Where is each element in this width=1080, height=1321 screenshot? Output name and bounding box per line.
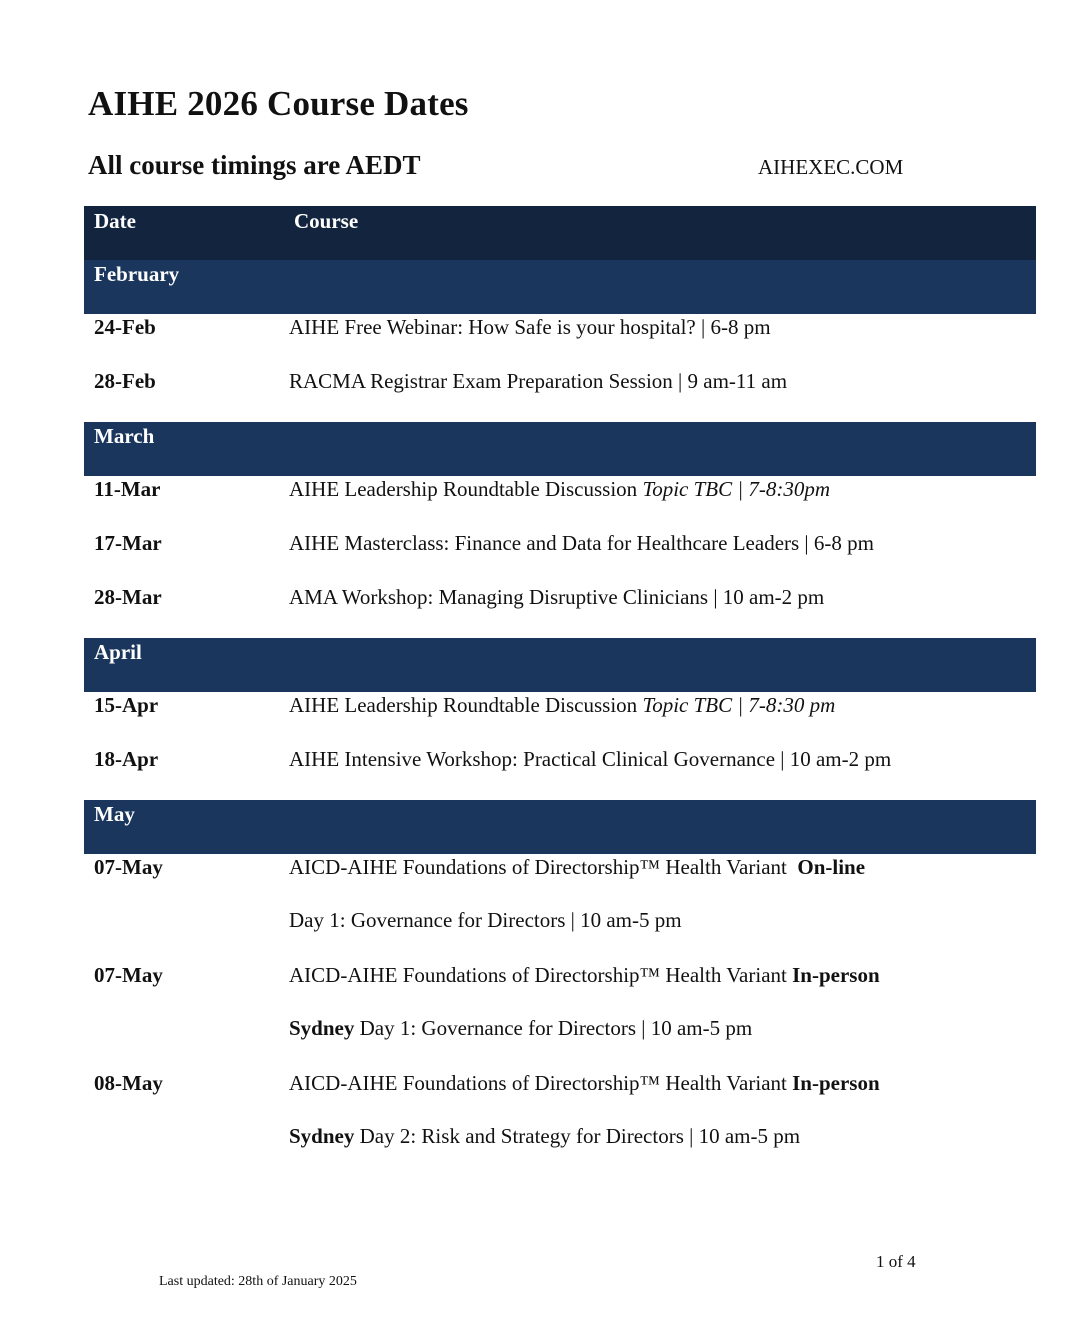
row-date: 24-Feb xyxy=(94,315,156,339)
row-date: 15-Apr xyxy=(94,693,159,717)
row-course: Sydney Day 1: Governance for Directors | 10 am-5 pm xyxy=(289,1016,753,1040)
row-course-format: In-person xyxy=(792,963,880,987)
table-row xyxy=(84,314,1036,368)
row-course-location: Sydney xyxy=(289,1124,355,1148)
row-course-italic-note: Topic TBC | 7-8:30 pm xyxy=(642,693,836,717)
month-label: February xyxy=(94,262,180,286)
row-course: AICD-AIHE Foundations of Directorship™ Health Variant In-person xyxy=(289,963,880,987)
table-row xyxy=(84,854,1036,908)
table-row xyxy=(84,530,1036,584)
row-course-italic-note: Topic TBC | 7-8:30pm xyxy=(642,477,831,501)
month-header-march xyxy=(84,422,1036,476)
page-title: AIHE 2026 Course Dates xyxy=(88,84,469,123)
row-course: AMA Workshop: Managing Disruptive Clinicians | 10 am-2 pm xyxy=(289,585,825,609)
month-header-april xyxy=(84,638,1036,692)
row-date: 28-Mar xyxy=(94,585,162,609)
row-course: AIHE Leadership Roundtable Discussion Topic TBC | 7-8:30 pm xyxy=(289,693,836,717)
table-header-row xyxy=(84,206,1036,260)
month-label: March xyxy=(94,424,155,448)
row-date: 17-Mar xyxy=(94,531,162,555)
month-header-may xyxy=(84,800,1036,854)
month-label: May xyxy=(94,802,135,826)
row-course: AIHE Masterclass: Finance and Data for Healthcare Leaders | 6-8 pm xyxy=(289,531,874,555)
row-date: 08-May xyxy=(94,1071,163,1095)
table-row xyxy=(84,476,1036,530)
table-row xyxy=(84,746,1036,800)
table-row xyxy=(84,368,1036,422)
course-dates-table xyxy=(84,206,1036,1178)
last-updated-note: Last updated: 28th of January 2025 xyxy=(159,1274,357,1289)
row-date: 18-Apr xyxy=(94,747,159,771)
row-course: RACMA Registrar Exam Preparation Session | 9 am-11 am xyxy=(289,369,788,393)
table-row-continuation xyxy=(84,1124,1036,1178)
page-number: 1 of 4 xyxy=(876,1252,916,1271)
table-row xyxy=(84,1070,1036,1124)
row-date: 07-May xyxy=(94,963,163,987)
page-subtitle: All course timings are AEDT xyxy=(88,150,421,180)
column-header-course: Course xyxy=(294,209,359,233)
website-label: AIHEXEC.COM xyxy=(758,155,904,179)
month-label: April xyxy=(94,640,142,664)
column-header-date: Date xyxy=(94,209,136,233)
row-course-location: Sydney xyxy=(289,1016,355,1040)
row-date: 07-May xyxy=(94,855,163,879)
row-course: AICD-AIHE Foundations of Directorship™ Health Variant On-line xyxy=(289,855,866,879)
row-course: Sydney Day 2: Risk and Strategy for Directors | 10 am-5 pm xyxy=(289,1124,801,1148)
table-row-continuation xyxy=(84,908,1036,962)
row-course: Day 1: Governance for Directors | 10 am-5 pm xyxy=(289,908,682,932)
table-row xyxy=(84,584,1036,638)
row-course-format: In-person xyxy=(792,1071,880,1095)
row-date: 28-Feb xyxy=(94,369,156,393)
row-course: AIHE Intensive Workshop: Practical Clinical Governance | 10 am-2 pm xyxy=(289,747,892,771)
row-course-format: On-line xyxy=(797,855,866,879)
month-header-february xyxy=(84,260,1036,314)
row-date: 11-Mar xyxy=(94,477,161,501)
table-row xyxy=(84,692,1036,746)
row-course: AICD-AIHE Foundations of Directorship™ Health Variant In-person xyxy=(289,1071,880,1095)
row-course: AIHE Free Webinar: How Safe is your hospital? | 6-8 pm xyxy=(289,315,771,339)
row-course: AIHE Leadership Roundtable Discussion Topic TBC | 7-8:30pm xyxy=(289,477,831,501)
table-row-continuation xyxy=(84,1016,1036,1070)
table-row xyxy=(84,962,1036,1016)
